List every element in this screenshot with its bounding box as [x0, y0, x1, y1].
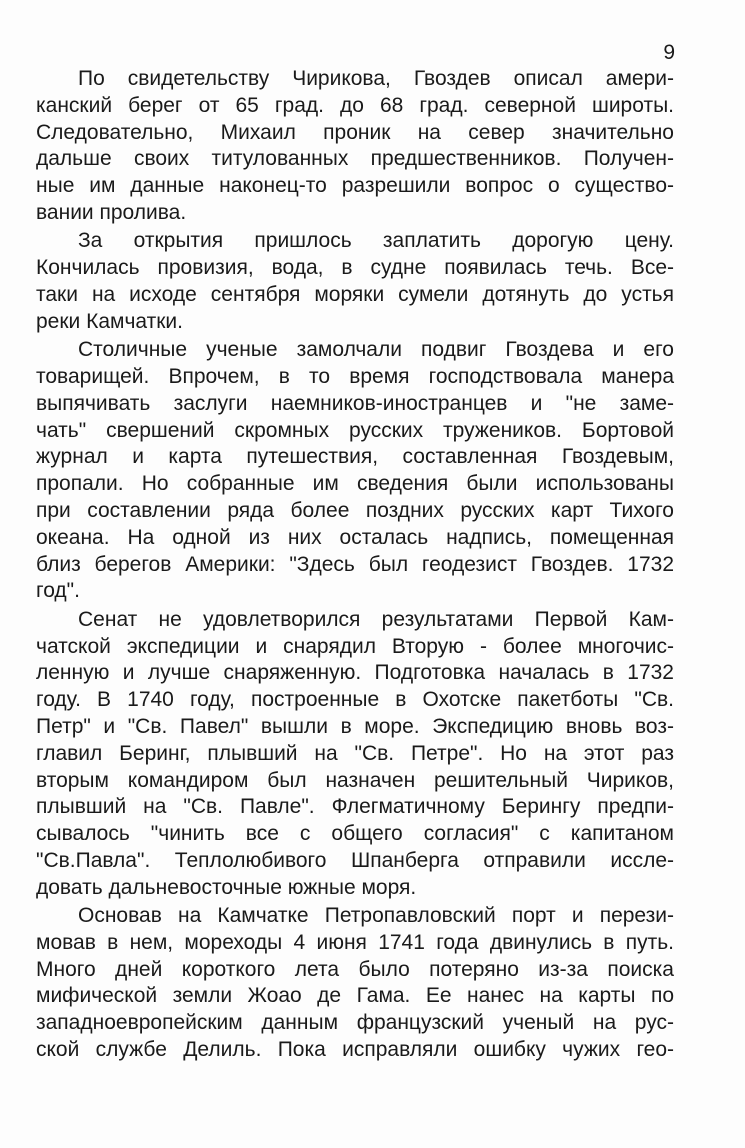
text-line: сывалось "чинить все с общего согласия" с капитаном — [36, 822, 674, 846]
text-line: канский берег от 65 град. до 68 град. северной широты. — [36, 93, 674, 117]
paragraph-3 — [36, 337, 674, 605]
text-line: океана. На одной из них осталась надпись, помещенная — [36, 525, 674, 549]
text-line: близ берегов Америки: "Здесь был геодезист Гвоздев. 1732 — [36, 552, 674, 576]
text-line: Кончилась провизия, вода, в судне появилась течь. Все- — [36, 256, 674, 280]
text-line: главил Беринг, плывший на "Св. Петре". Но на этот раз — [36, 741, 674, 765]
text-line: товарищей. Впрочем, в то время господствовала манера — [36, 364, 674, 388]
text-line: ленную и лучше снаряженную. Подготовка началась в 1732 — [36, 661, 674, 685]
text-line: выпячивать заслуги наемников-иностранцев и "не заме- — [36, 391, 674, 415]
page-number: 9 — [663, 41, 675, 64]
text-line: журнал и карта путешествия, составленная Гвоздевым, — [36, 445, 674, 469]
text-line: мифической земли Жоао де Гама. Ее нанес на карты по — [36, 984, 674, 1008]
text-line: За открытия пришлось заплатить дорогую цену. — [78, 229, 674, 253]
paragraph-2 — [36, 228, 674, 335]
text-line: Столичные ученые замолчали подвиг Гвоздева и его — [78, 338, 674, 362]
text-line: вании пролива. — [36, 200, 187, 224]
body-text — [36, 66, 674, 1064]
text-line: Много дней короткого лета было потеряно из-за поиска — [36, 957, 674, 981]
text-line: таки на исходе сентября моряки сумели дотянуть до устья — [36, 282, 674, 306]
text-line: плывший на "Св. Павле". Флегматичному Берингу предпи- — [36, 795, 674, 819]
text-line: Следовательно, Михаил проник на север значительно — [36, 120, 674, 144]
text-line: мовав в нем, мореходы 4 июня 1741 года двинулись в путь. — [36, 930, 674, 954]
text-line: "Св.Павла". Теплолюбивого Шпанберга отправили иссле- — [36, 848, 674, 872]
paragraph-1 — [36, 66, 674, 227]
text-line: Петр" и "Св. Павел" вышли в море. Экспедицию вновь воз- — [36, 714, 674, 738]
text-line: довать дальневосточные южные моря. — [36, 875, 417, 899]
text-line: ные им данные наконец-то разрешили вопрос о существо- — [36, 174, 674, 198]
text-line: году. В 1740 году, построенные в Охотске пакетботы "Св. — [36, 688, 674, 712]
text-line: реки Камчатки. — [36, 309, 183, 333]
text-line: ской службе Делиль. Пока исправляли ошибку чужих гео- — [36, 1038, 674, 1062]
text-line: западноевропейским данным французский ученый на рус- — [36, 1011, 674, 1035]
text-line: Основав на Камчатке Петропавловский порт и перези- — [78, 904, 674, 928]
text-line: год". — [36, 579, 80, 603]
paragraph-4 — [36, 607, 674, 902]
text-line: при составлении ряда более поздних русских карт Тихого — [36, 498, 674, 522]
text-line: Сенат не удовлетворился результатами Первой Кам- — [78, 607, 674, 631]
text-line: чатской экспедиции и снарядил Вторую - более многочис- — [36, 634, 674, 658]
text-line: По свидетельству Чирикова, Гвоздев описал амери- — [78, 67, 674, 90]
text-line: пропали. Но собранные им сведения были использованы — [36, 472, 674, 496]
text-line: вторым командиром был назначен решительный Чириков, — [36, 768, 674, 792]
paragraph-5 — [36, 903, 674, 1064]
text-line: чать" свершений скромных русских тружеников. Бортовой — [36, 418, 674, 442]
text-line: дальше своих титулованных предшественников. Получен- — [36, 147, 674, 171]
